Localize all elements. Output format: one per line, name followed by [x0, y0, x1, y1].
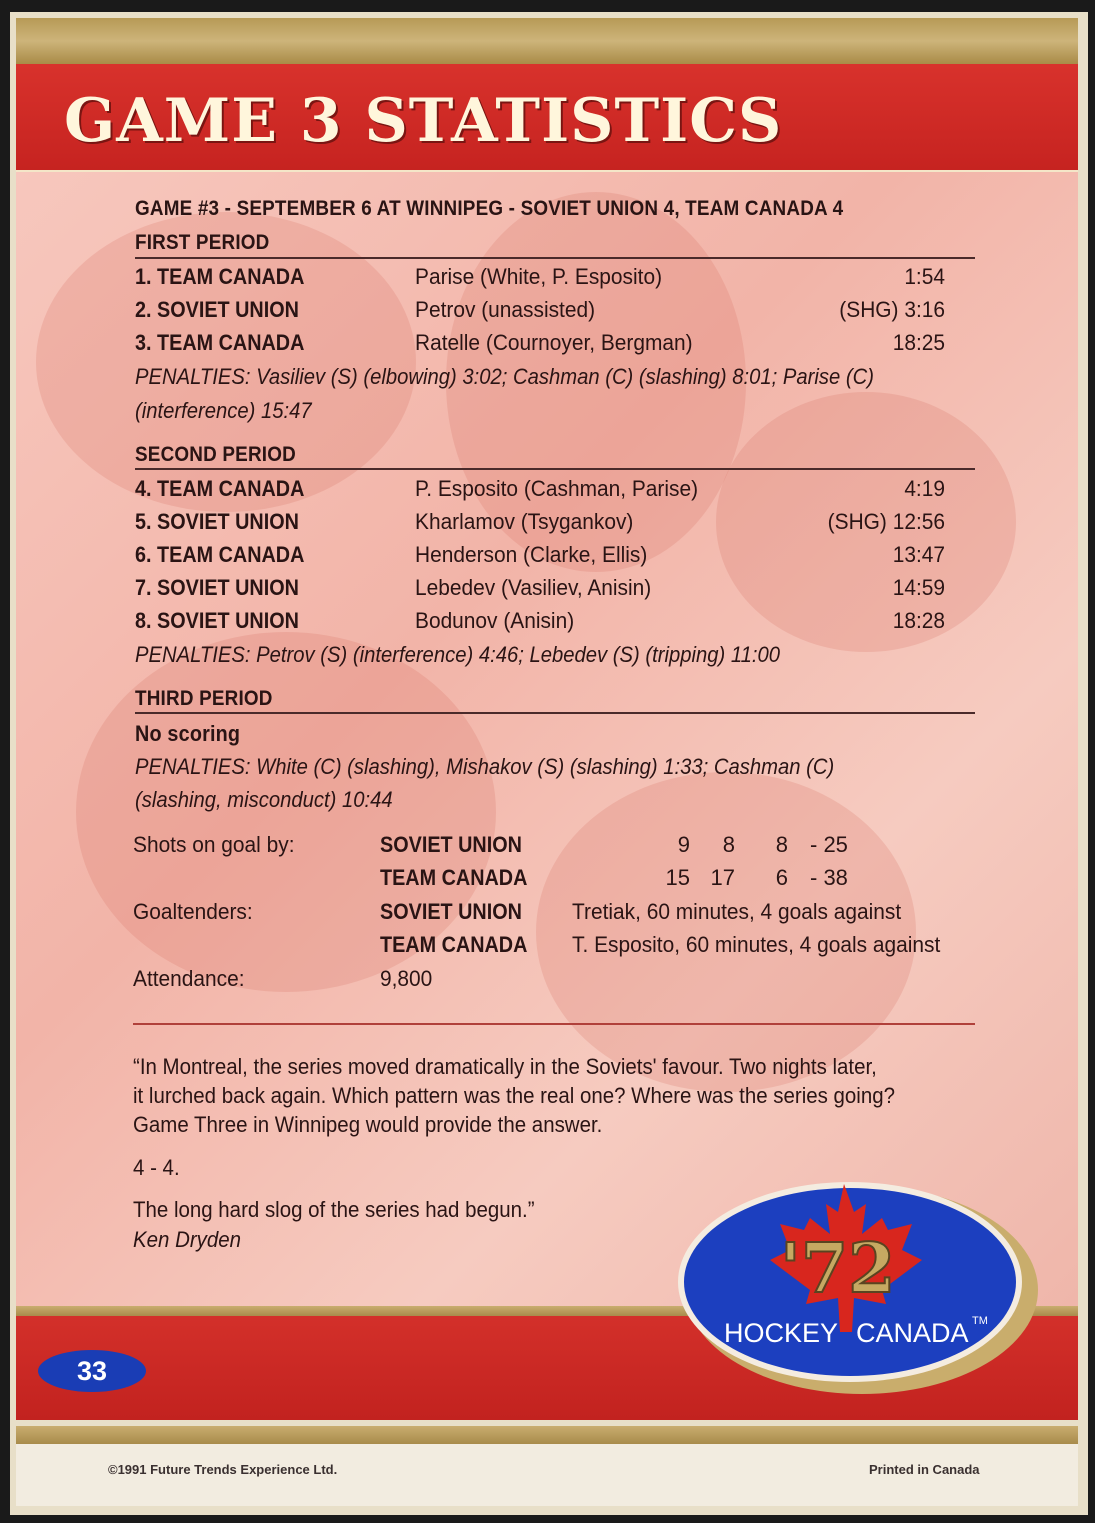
goal-time: (SHG) 12:56 [827, 509, 945, 534]
period-heading-third: THIRD PERIOD [135, 687, 273, 710]
goalie-team: SOVIET UNION [380, 899, 522, 924]
attendance-label: Attendance: [133, 966, 245, 991]
goal-time: 4:19 [904, 476, 945, 501]
attendance-value: 9,800 [380, 966, 433, 991]
shots-total: - 25 [810, 832, 848, 857]
goal-time: 13:47 [892, 542, 945, 567]
goal-team: 4. TEAM CANADA [135, 476, 305, 501]
shots-value: 6 [775, 865, 788, 890]
shots-total: - 38 [810, 865, 848, 890]
goal-scorer: Kharlamov (Tsygankov) [415, 509, 634, 534]
bottom-gold-band [16, 1426, 1078, 1444]
period-heading-first: FIRST PERIOD [135, 231, 270, 254]
quote-text: The long hard slog of the series had begun.” [133, 1197, 535, 1222]
goal-team: 7. SOVIET UNION [135, 575, 299, 600]
logo-trademark: TM [972, 1315, 988, 1327]
goal-team: 5. SOVIET UNION [135, 509, 299, 534]
printed-in-text: Printed in Canada [869, 1462, 980, 1477]
shots-value: 8 [722, 832, 735, 857]
hockey-canada-logo [676, 1172, 1040, 1398]
quote-text: “In Montreal, the series moved dramatically in the Soviets' favour. Two nights later, [133, 1054, 877, 1079]
penalties-text: PENALTIES: Petrov (S) (interference) 4:46; Lebedev (S) (tripping) 11:00 [135, 642, 780, 667]
divider [135, 712, 975, 714]
logo-word-canada: CANADA [856, 1318, 969, 1348]
goal-scorer: Ratelle (Cournoyer, Bergman) [415, 330, 693, 355]
goal-team: 6. TEAM CANADA [135, 542, 305, 567]
copyright-text: ©1991 Future Trends Experience Ltd. [108, 1462, 338, 1477]
goal-time: 18:28 [892, 608, 945, 633]
quote-text: 4 - 4. [133, 1155, 180, 1180]
penalties-text: (interference) 15:47 [135, 398, 312, 423]
penalties-text: (slashing, misconduct) 10:44 [135, 787, 393, 812]
shots-team: SOVIET UNION [380, 832, 522, 857]
shots-value: 9 [677, 832, 690, 857]
logo-year: '72 [780, 1229, 896, 1309]
period-heading-second: SECOND PERIOD [135, 443, 296, 466]
goal-scorer: Lebedev (Vasiliev, Anisin) [415, 575, 652, 600]
goal-time: 14:59 [892, 575, 945, 600]
shots-team: TEAM CANADA [380, 865, 528, 890]
quote-author: Ken Dryden [133, 1227, 242, 1252]
shots-value: 15 [665, 865, 690, 890]
goal-scorer: Petrov (unassisted) [415, 297, 596, 322]
card-title: GAME 3 STATISTICS [64, 86, 783, 156]
shots-value: 8 [775, 832, 788, 857]
title-banner [16, 64, 1078, 172]
divider [133, 1023, 975, 1025]
goalie-text: Tretiak, 60 minutes, 4 goals against [572, 899, 902, 924]
top-gold-band [16, 18, 1078, 64]
goal-scorer: Parise (White, P. Esposito) [415, 264, 663, 289]
goalie-text: T. Esposito, 60 minutes, 4 goals against [572, 932, 941, 957]
penalties-text: PENALTIES: Vasiliev (S) (elbowing) 3:02; Cashman (C) (slashing) 8:01; Parise (C) [135, 364, 875, 389]
game-summary-line: GAME #3 - SEPTEMBER 6 AT WINNIPEG - SOVIET UNION 4, TEAM CANADA 4 [135, 197, 844, 220]
shots-label: Shots on goal by: [133, 832, 295, 857]
goal-time: (SHG) 3:16 [839, 297, 945, 322]
penalties-text: PENALTIES: White (C) (slashing), Mishakov (S) (slashing) 1:33; Cashman (C) [135, 754, 835, 779]
goal-time: 18:25 [892, 330, 945, 355]
goalie-label: Goaltenders: [133, 899, 253, 924]
goal-scorer: P. Esposito (Cashman, Parise) [415, 476, 699, 501]
no-scoring-label: No scoring [135, 721, 241, 746]
card-number-badge: 33 [38, 1350, 146, 1392]
footer [16, 1444, 1078, 1506]
goal-scorer: Henderson (Clarke, Ellis) [415, 542, 648, 567]
goal-team: 3. TEAM CANADA [135, 330, 305, 355]
quote-text: Game Three in Winnipeg would provide the answer. [133, 1112, 603, 1137]
goal-team: 8. SOVIET UNION [135, 608, 299, 633]
goal-time: 1:54 [904, 264, 945, 289]
logo-word-hockey: HOCKEY [724, 1318, 839, 1348]
shots-value: 17 [710, 865, 735, 890]
quote-text: it lurched back again. Which pattern was the real one? Where was the series going? [133, 1083, 895, 1108]
divider [135, 257, 975, 259]
divider [135, 468, 975, 470]
goalie-team: TEAM CANADA [380, 932, 528, 957]
goal-team: 1. TEAM CANADA [135, 264, 305, 289]
goal-team: 2. SOVIET UNION [135, 297, 299, 322]
goal-scorer: Bodunov (Anisin) [415, 608, 575, 633]
